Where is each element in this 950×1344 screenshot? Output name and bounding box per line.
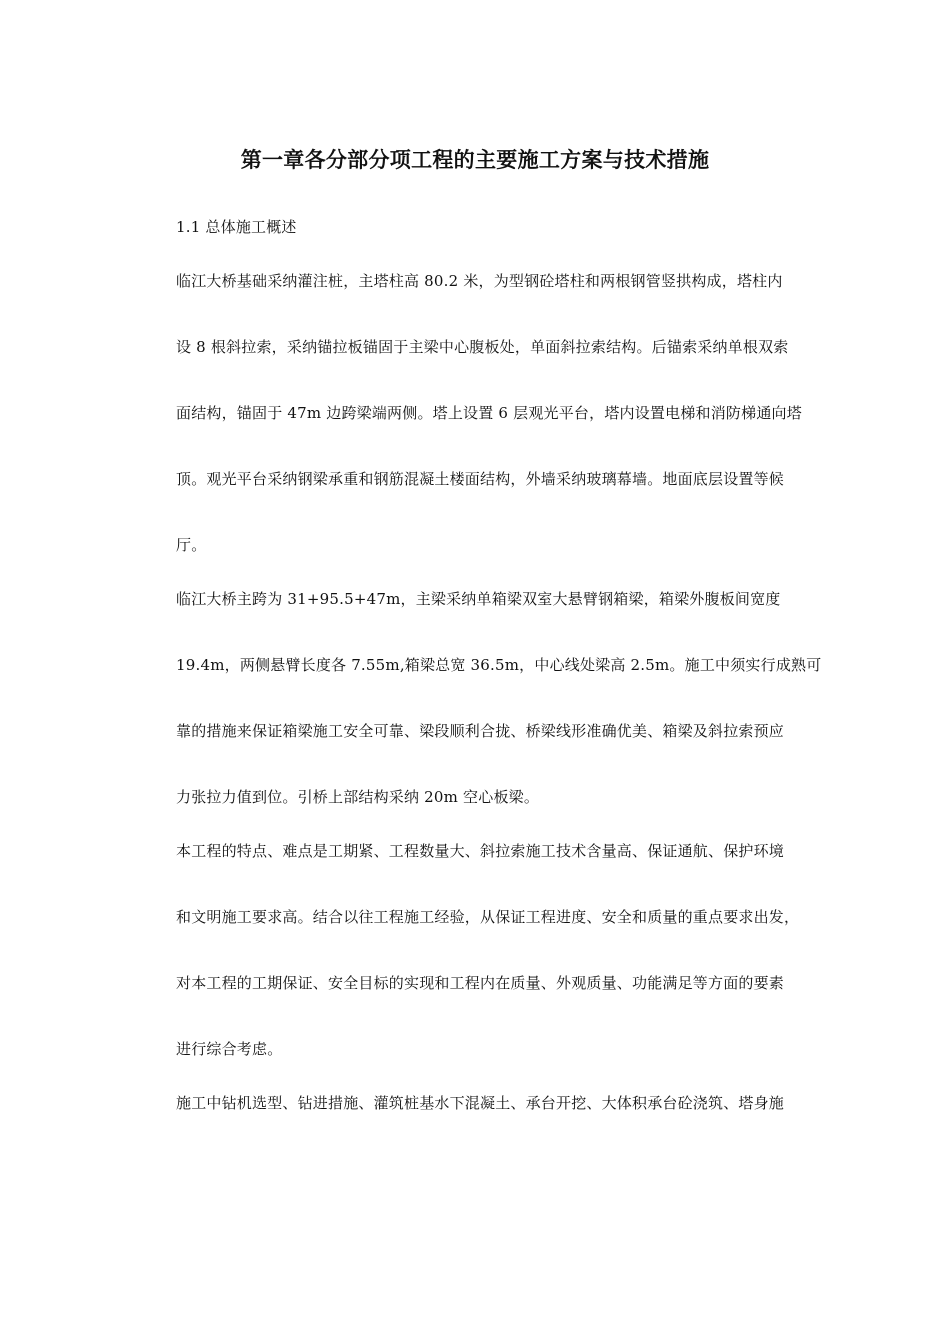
paragraph-line: 临江大桥主跨为 31+95.5+47m，主梁采纳单箱梁双室大悬臂钢箱梁，箱梁外腹板间宽度 <box>176 590 781 608</box>
chapter-title: 第一章各分部分项工程的主要施工方案与技术措施 <box>240 148 710 172</box>
paragraph-line: 临江大桥基础采纳灌注桩，主塔柱高 80.2 米，为型钢砼塔柱和两根钢管竖拱构成，塔柱内 <box>176 272 783 290</box>
paragraph-line: 力张拉力值到位。引桥上部结构采纳 20m 空心板梁。 <box>176 788 540 806</box>
paragraph-line: 面结构，锚固于 47m 边跨梁端两侧。塔上设置 6 层观光平台，塔内设置电梯和消防梯通向塔 <box>176 404 802 422</box>
paragraph-line: 顶。观光平台采纳钢梁承重和钢筋混凝土楼面结构，外墙采纳玻璃幕墙。地面底层设置等候 <box>176 470 785 488</box>
paragraph-line: 对本工程的工期保证、安全目标的实现和工程内在质量、外观质量、功能满足等方面的要素 <box>176 974 785 992</box>
paragraph-line: 设 8 根斜拉索，采纳锚拉板锚固于主梁中心腹板处，单面斜拉索结构。后锚索采纳单根双索 <box>176 338 789 356</box>
paragraph-line: 本工程的特点、难点是工期紧、工程数量大、斜拉索施工技术含量高、保证通航、保护环境 <box>176 842 785 860</box>
paragraph-line: 19.4m，两侧悬臂长度各 7.55m,箱梁总宽 36.5m，中心线处梁高 2.5m。施工中须实行成熟可 <box>176 656 822 674</box>
paragraph-line: 和文明施工要求高。结合以往工程施工经验，从保证工程进度、安全和质量的重点要求出发， <box>176 908 800 926</box>
paragraph-line: 施工中钻机选型、钻进措施、灌筑桩基水下混凝土、承台开挖、大体积承台砼浇筑、塔身施 <box>176 1094 785 1112</box>
paragraph-line: 厅。 <box>176 536 207 554</box>
paragraph-line: 进行综合考虑。 <box>176 1040 283 1058</box>
paragraph-line: 靠的措施来保证箱梁施工安全可靠、梁段顺利合拢、桥梁线形准确优美、箱梁及斜拉索预应 <box>176 722 785 740</box>
section-heading: 1.1 总体施工概述 <box>176 218 297 236</box>
